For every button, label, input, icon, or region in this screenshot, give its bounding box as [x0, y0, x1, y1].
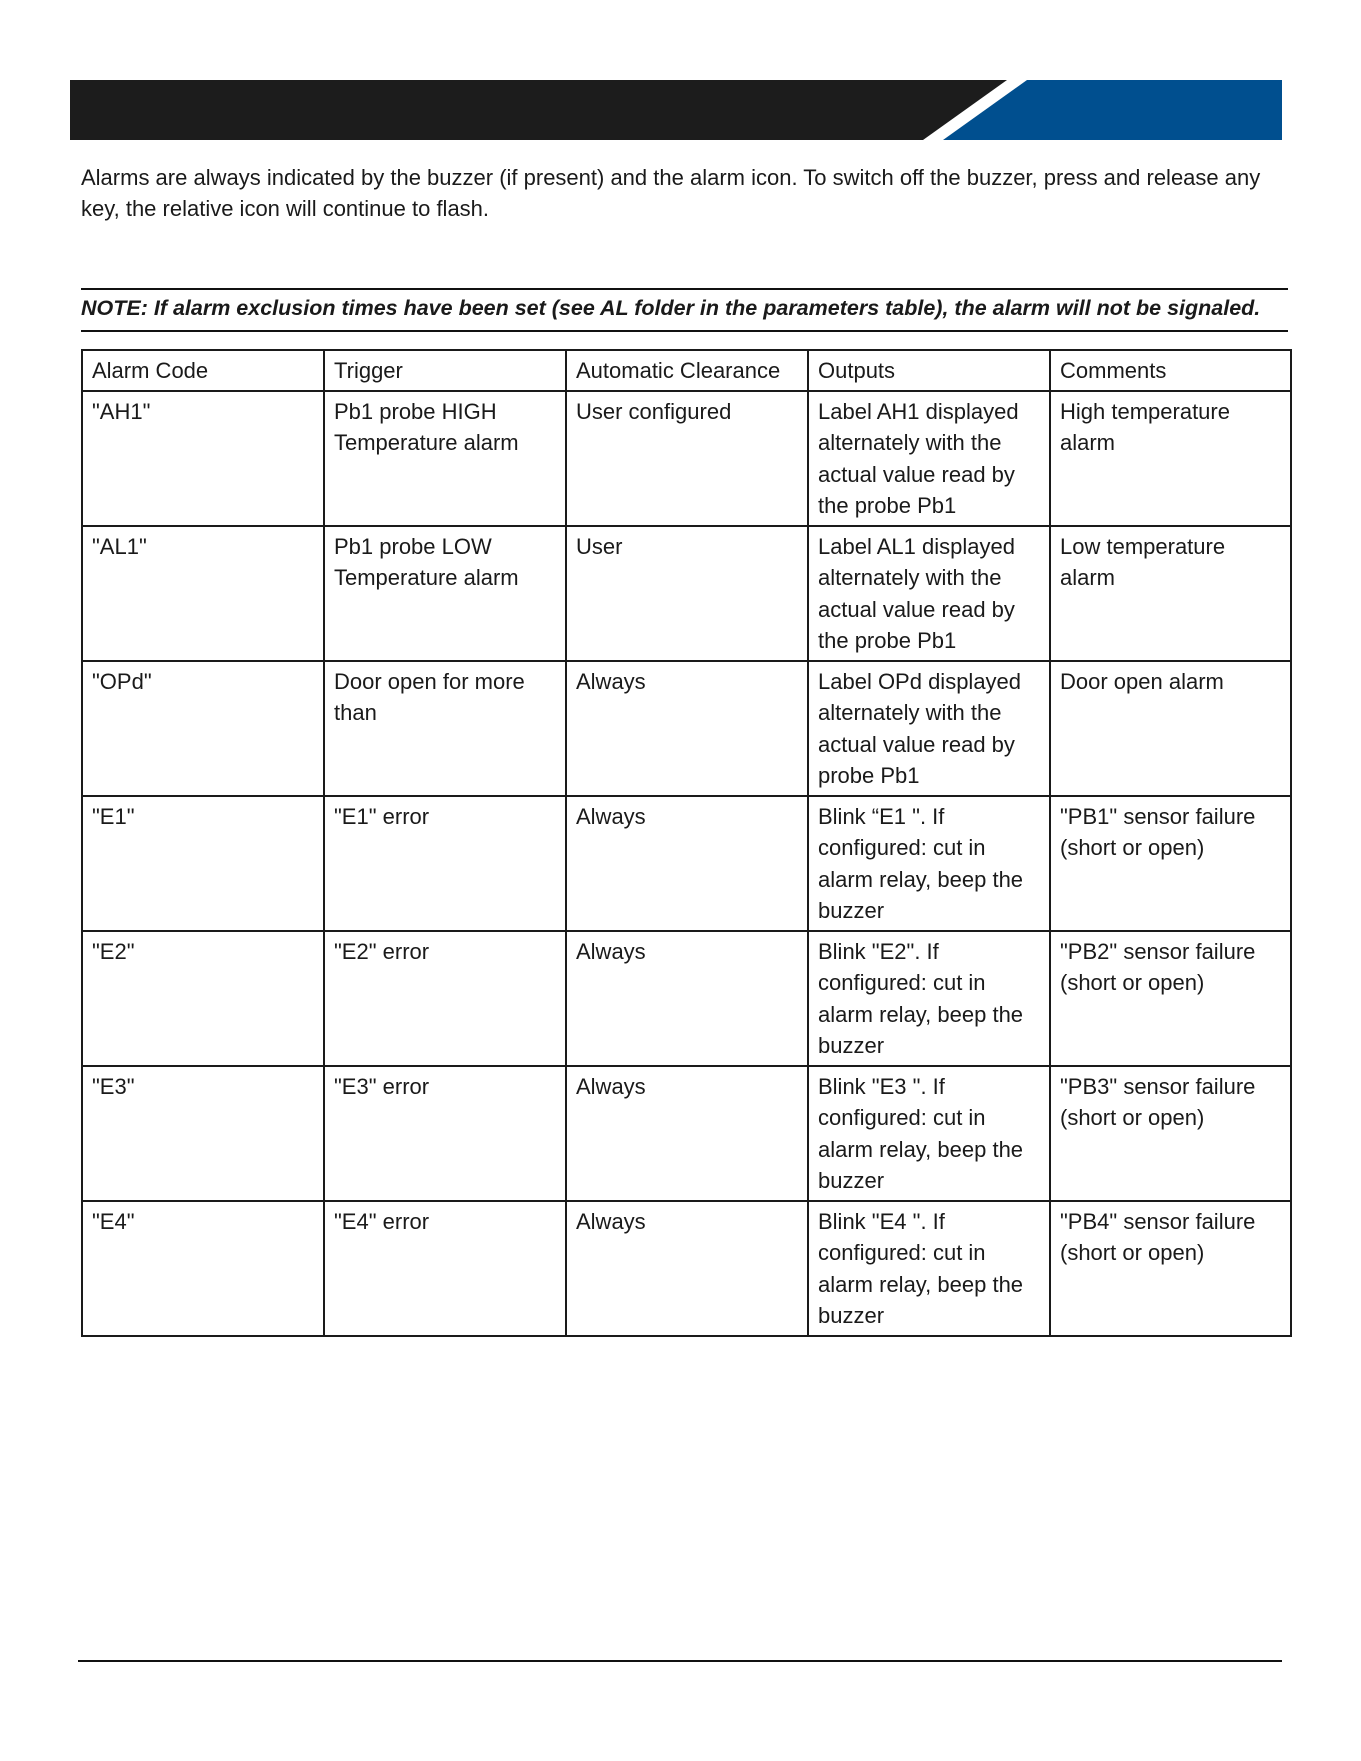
outputs-cell: Blink "E3 ". If configured: cut in alarm relay, beep the buzzer [808, 1066, 1050, 1201]
clearance-cell: User [566, 526, 808, 661]
outputs-cell: Label AH1 displayed alternately with the actual value read by the probe Pb1 [808, 391, 1050, 526]
outputs-cell: Blink "E4 ". If configured: cut in alarm relay, beep the buzzer [808, 1201, 1050, 1336]
alarm-code-cell: "E4" [82, 1201, 324, 1336]
intro-paragraph: Alarms are always indicated by the buzzer (if present) and the alarm icon. To switch off the buzzer, press and release any key, the relative icon will continue to flash. [81, 165, 1261, 221]
comments-cell: Low temperature alarm [1050, 526, 1291, 661]
comments-cell: Door open alarm [1050, 661, 1291, 796]
outputs-cell: Label OPd displayed alternately with the actual value read by probe Pb1 [808, 661, 1050, 796]
trigger-cell: Pb1 probe HIGH Temperature alarm [324, 391, 566, 526]
clearance-cell: Always [566, 1066, 808, 1201]
alarm-table [81, 349, 1292, 1337]
alarm-code-cell: "E2" [82, 931, 324, 1066]
alarm-code-cell: "AH1" [82, 391, 324, 526]
clearance-cell: Always [566, 661, 808, 796]
outputs-cell: Blink “E1 ". If configured: cut in alarm relay, beep the buzzer [808, 796, 1050, 931]
table-row [82, 1066, 1291, 1201]
table-header-row [82, 350, 1291, 391]
alarm-code-cell: "E1" [82, 796, 324, 931]
trigger-cell: "E2" error [324, 931, 566, 1066]
alarm-code-cell: "E3" [82, 1066, 324, 1201]
trigger-cell: Door open for more than [324, 661, 566, 796]
column-header-trigger: Trigger [324, 350, 566, 391]
clearance-cell: Always [566, 796, 808, 931]
table-row [82, 391, 1291, 526]
trigger-cell: "E1" error [324, 796, 566, 931]
header-banner [70, 80, 1282, 140]
comments-cell: High temperature alarm [1050, 391, 1291, 526]
trigger-cell: Pb1 probe LOW Temperature alarm [324, 526, 566, 661]
note-top-rule [81, 288, 1288, 290]
comments-cell: "PB2" sensor failure (short or open) [1050, 931, 1291, 1066]
trigger-cell: "E4" error [324, 1201, 566, 1336]
column-header-outputs: Outputs [808, 350, 1050, 391]
alarm-code-cell: "AL1" [82, 526, 324, 661]
column-header-comments: Comments [1050, 350, 1291, 391]
alarm-code-cell: "OPd" [82, 661, 324, 796]
outputs-cell: Label AL1 displayed alternately with the actual value read by the probe Pb1 [808, 526, 1050, 661]
column-header-alarm-code: Alarm Code [82, 350, 324, 391]
clearance-cell: User configured [566, 391, 808, 526]
comments-cell: "PB1" sensor failure (short or open) [1050, 796, 1291, 931]
table-row [82, 931, 1291, 1066]
clearance-cell: Always [566, 1201, 808, 1336]
header-banner-graphic [70, 80, 1282, 140]
clearance-cell: Always [566, 931, 808, 1066]
column-header-automatic-clearance: Automatic Clearance [566, 350, 808, 391]
table-row [82, 796, 1291, 931]
comments-cell: "PB3" sensor failure (short or open) [1050, 1066, 1291, 1201]
header-dark-band [70, 80, 1007, 140]
table-row [82, 526, 1291, 661]
note-bottom-rule [81, 330, 1288, 332]
table-row [82, 1201, 1291, 1336]
footer-rule [78, 1660, 1282, 1662]
trigger-cell: "E3" error [324, 1066, 566, 1201]
outputs-cell: Blink "E2". If configured: cut in alarm relay, beep the buzzer [808, 931, 1050, 1066]
table-row [82, 661, 1291, 796]
note-text: NOTE: If alarm exclusion times have been set (see AL folder in the parameters table), the alarm will not be signaled. [81, 296, 1261, 320]
comments-cell: "PB4" sensor failure (short or open) [1050, 1201, 1291, 1336]
